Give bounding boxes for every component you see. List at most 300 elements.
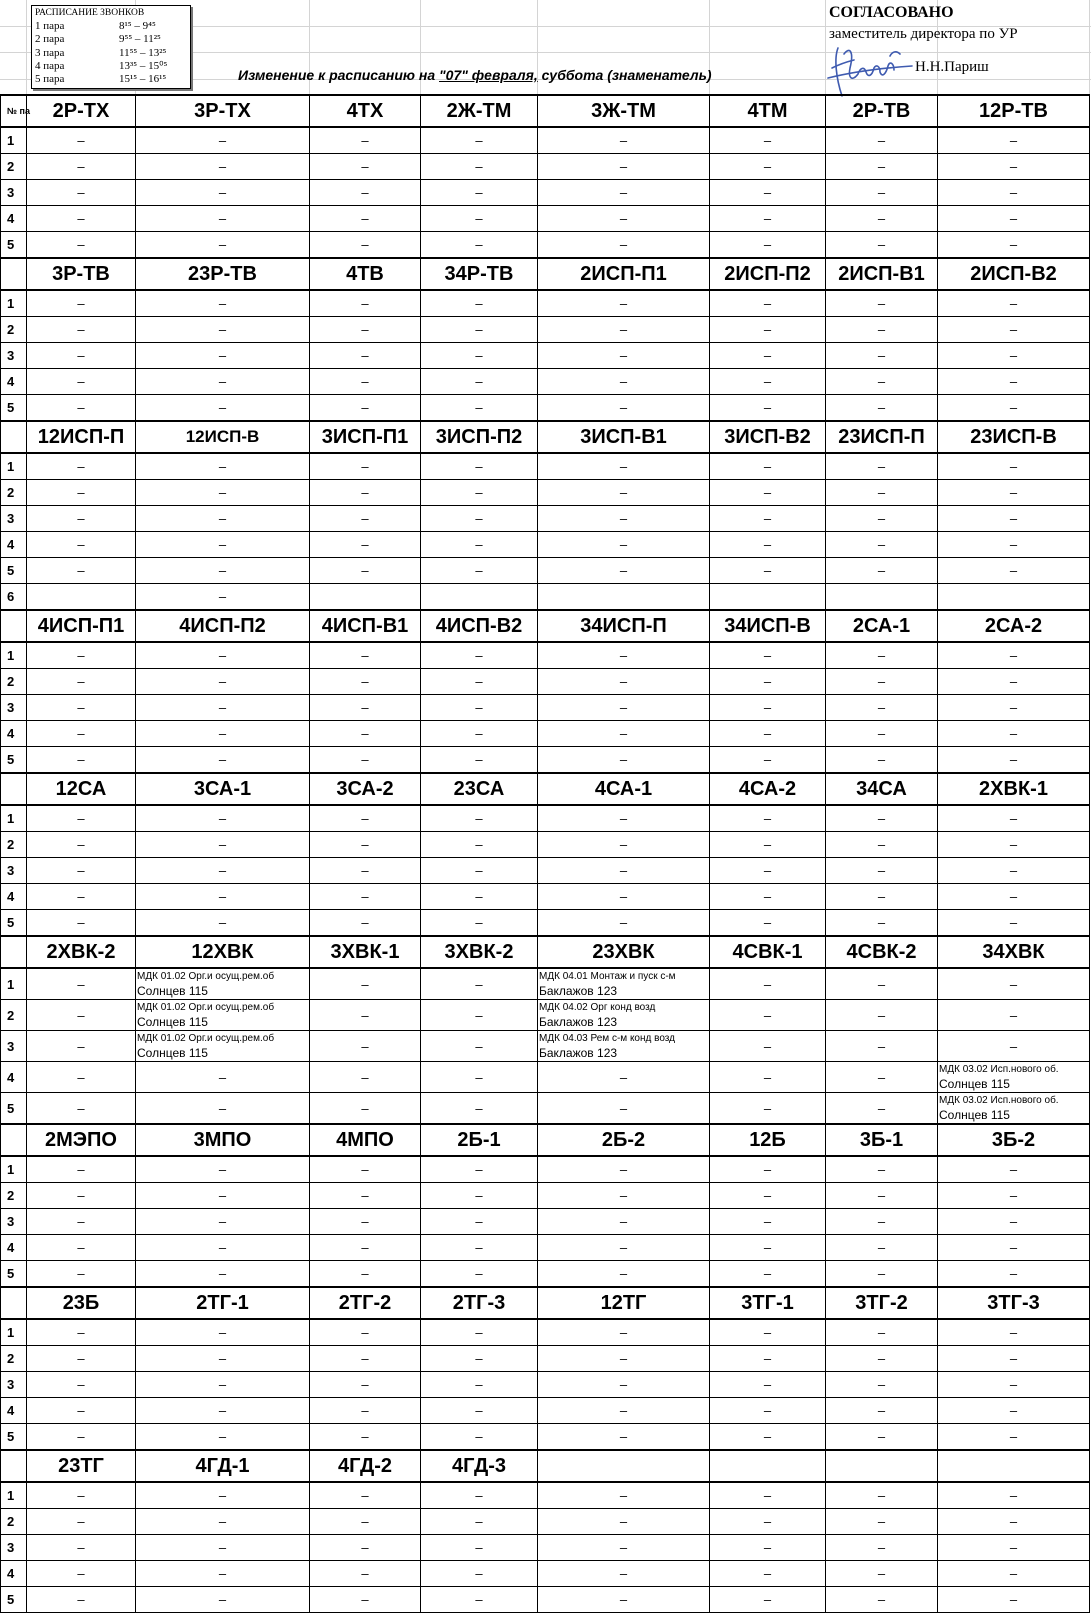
pair-number: 3 — [1, 858, 27, 884]
schedule-cell: – — [826, 180, 938, 206]
table-row — [1, 453, 1090, 480]
bell-pair-label: 1 пара — [35, 20, 65, 33]
table-row — [1, 1156, 1090, 1183]
schedule-cell: – — [938, 669, 1090, 695]
table-row — [1, 642, 1090, 669]
group-name: 4ТВ — [310, 258, 421, 290]
bell-row — [35, 73, 187, 86]
table-row — [1, 232, 1090, 259]
schedule-cell: – — [538, 506, 710, 532]
group-name: 23Р-ТВ — [136, 258, 310, 290]
pair-number: 2 — [1, 154, 27, 180]
schedule-cell: – — [310, 1587, 421, 1613]
schedule-cell: – — [136, 232, 310, 259]
group-name: 3ИСП-П2 — [421, 421, 538, 453]
pair-number: 2 — [1, 317, 27, 343]
schedule-cell: – — [27, 290, 136, 317]
pair-number: 4 — [1, 1561, 27, 1587]
group-name: 23ТГ — [27, 1450, 136, 1482]
schedule-cell: – — [710, 805, 826, 832]
schedule-cell: – — [310, 1209, 421, 1235]
table-row — [1, 154, 1090, 180]
group-name: 2ТГ-1 — [136, 1287, 310, 1319]
schedule-cell: – — [538, 180, 710, 206]
schedule-cell: – — [421, 1031, 538, 1062]
schedule-cell: – — [27, 369, 136, 395]
pair-number: 2 — [1, 1346, 27, 1372]
schedule-cell: – — [538, 721, 710, 747]
schedule-cell: – — [421, 1561, 538, 1587]
schedule-cell: – — [310, 1062, 421, 1093]
schedule-cell: – — [826, 1587, 938, 1613]
group-name: 34ХВК — [938, 936, 1090, 968]
table-row — [1, 1372, 1090, 1398]
schedule-cell: – — [27, 480, 136, 506]
schedule-cell: – — [826, 453, 938, 480]
schedule-cell: – — [826, 506, 938, 532]
schedule-cell: – — [136, 206, 310, 232]
table-row — [1, 1587, 1090, 1613]
schedule-cell: – — [538, 1535, 710, 1561]
pair-number: 1 — [1, 968, 27, 1000]
lesson-teacher-room: Солнцев 115 — [137, 1015, 208, 1029]
schedule-cell: – — [421, 1093, 538, 1125]
schedule-cell: – — [538, 1183, 710, 1209]
schedule-cell: – — [826, 558, 938, 584]
schedule-cell: – — [136, 1561, 310, 1587]
schedule-cell: – — [538, 1235, 710, 1261]
schedule-cell: – — [938, 369, 1090, 395]
table-row — [1, 127, 1090, 154]
schedule-cell: – — [310, 343, 421, 369]
schedule-cell: – — [710, 1319, 826, 1346]
schedule-cell: – — [310, 1093, 421, 1125]
schedule-cell: – — [310, 669, 421, 695]
table-row — [1, 1209, 1090, 1235]
schedule-cell: – — [136, 858, 310, 884]
table-row — [1, 1535, 1090, 1561]
title-suffix: суббота (знаменатель) — [537, 67, 712, 83]
table-row — [1, 1000, 1090, 1031]
table-row — [1, 832, 1090, 858]
group-name: 3ИСП-П1 — [310, 421, 421, 453]
schedule-cell: – — [538, 1209, 710, 1235]
schedule-cell: – — [136, 805, 310, 832]
title-prefix: Изменение к расписанию на — [238, 67, 440, 83]
schedule-cell: – — [27, 558, 136, 584]
schedule-cell: – — [710, 1031, 826, 1062]
schedule-cell: – — [310, 642, 421, 669]
schedule-cell — [826, 584, 938, 611]
schedule-cell: – — [310, 695, 421, 721]
corner-cell — [1, 1124, 27, 1156]
schedule-cell: – — [826, 1235, 938, 1261]
schedule-cell: – — [710, 127, 826, 154]
schedule-cell: – — [310, 832, 421, 858]
schedule-cell: – — [310, 1398, 421, 1424]
schedule-cell: – — [136, 317, 310, 343]
schedule-cell: – — [938, 480, 1090, 506]
group-name: 4ИСП-П1 — [27, 610, 136, 642]
schedule-cell: – — [938, 180, 1090, 206]
schedule-cell: – — [310, 453, 421, 480]
schedule-cell: – — [421, 1319, 538, 1346]
schedule-cell: – — [136, 453, 310, 480]
table-row — [1, 1319, 1090, 1346]
schedule-cell: – — [310, 127, 421, 154]
schedule-cell: – — [826, 1346, 938, 1372]
schedule-cell: – — [27, 1156, 136, 1183]
lesson-subject: МДК 04.03 Рем с-м конд возд — [539, 1033, 675, 1044]
schedule-cell: – — [27, 395, 136, 422]
schedule-cell: – — [710, 1062, 826, 1093]
schedule-cell: – — [710, 669, 826, 695]
schedule-cell: – — [27, 1372, 136, 1398]
table-row — [1, 747, 1090, 774]
schedule-cell: – — [310, 206, 421, 232]
pair-number: 3 — [1, 1209, 27, 1235]
schedule-cell: – — [938, 1346, 1090, 1372]
schedule-cell: – — [538, 642, 710, 669]
group-name: 3Ж-ТМ — [538, 95, 710, 127]
group-name: 4СВК-1 — [710, 936, 826, 968]
pair-number: 5 — [1, 1261, 27, 1288]
schedule-cell: – — [826, 395, 938, 422]
schedule-cell: – — [310, 1000, 421, 1031]
corner-cell — [1, 773, 27, 805]
schedule-cell: – — [538, 232, 710, 259]
group-name: 2ХВК-1 — [938, 773, 1090, 805]
schedule-cell: – — [826, 968, 938, 1000]
schedule-cell: – — [421, 832, 538, 858]
schedule-cell: – — [938, 1372, 1090, 1398]
schedule-cell: – — [538, 1261, 710, 1288]
schedule-cell: – — [938, 343, 1090, 369]
lesson-subject: МДК 01.02 Орг.и осущ.рем.об — [137, 1002, 275, 1013]
schedule-cell: – — [27, 1031, 136, 1062]
group-name: 12ИСП-П — [27, 421, 136, 453]
schedule-cell: – — [826, 1372, 938, 1398]
schedule-cell: – — [710, 1183, 826, 1209]
schedule-cell: – — [27, 884, 136, 910]
schedule-cell: – — [710, 858, 826, 884]
group-name: 23ХВК — [538, 936, 710, 968]
group-name: 3ИСП-В2 — [710, 421, 826, 453]
group-name: 4ГД-3 — [421, 1450, 538, 1482]
schedule-cell: – — [538, 1346, 710, 1372]
group-name — [826, 1450, 938, 1482]
pair-number: 1 — [1, 1319, 27, 1346]
schedule-cell: – — [538, 154, 710, 180]
group-name: 23ИСП-П — [826, 421, 938, 453]
schedule-cell: – — [27, 506, 136, 532]
schedule-cell: – — [710, 154, 826, 180]
group-name: 2СА-2 — [938, 610, 1090, 642]
pair-number: 3 — [1, 695, 27, 721]
schedule-cell: – — [136, 1535, 310, 1561]
schedule-cell: – — [938, 1031, 1090, 1062]
schedule-cell: – — [710, 206, 826, 232]
schedule-cell: – — [310, 506, 421, 532]
schedule-cell: – — [136, 1482, 310, 1509]
schedule-cell: – — [421, 154, 538, 180]
lesson-teacher-room: Солнцев 115 — [939, 1077, 1010, 1091]
schedule-cell: – — [27, 968, 136, 1000]
table-row — [1, 506, 1090, 532]
schedule-cell: – — [710, 910, 826, 937]
table-row — [1, 805, 1090, 832]
schedule-cell: – — [710, 1482, 826, 1509]
schedule-cell: – — [421, 1587, 538, 1613]
approval-title: СОГЛАСОВАНО — [829, 4, 954, 21]
lesson-cell — [136, 1000, 310, 1031]
table-row — [1, 343, 1090, 369]
schedule-cell: – — [538, 1398, 710, 1424]
lesson-subject: МДК 04.01 Монтаж и пуск с-м — [539, 971, 676, 982]
group-name: 2СА-1 — [826, 610, 938, 642]
schedule-cell: – — [538, 1093, 710, 1125]
table-row — [1, 532, 1090, 558]
schedule-cell: – — [938, 506, 1090, 532]
schedule-cell: – — [538, 1561, 710, 1587]
schedule-cell: – — [136, 180, 310, 206]
schedule-cell: – — [136, 127, 310, 154]
group-name: 4СВК-2 — [826, 936, 938, 968]
schedule-cell: – — [710, 832, 826, 858]
group-name: 34СА — [826, 773, 938, 805]
group-name: 2ИСП-П1 — [538, 258, 710, 290]
schedule-cell: – — [938, 558, 1090, 584]
schedule-cell: – — [421, 695, 538, 721]
group-name: 34Р-ТВ — [421, 258, 538, 290]
schedule-cell: – — [421, 721, 538, 747]
pair-number: 5 — [1, 910, 27, 937]
corner-cell: № па — [1, 95, 27, 127]
pair-number: 3 — [1, 180, 27, 206]
schedule-cell: – — [710, 1261, 826, 1288]
schedule-cell: – — [27, 1482, 136, 1509]
schedule-cell: – — [710, 180, 826, 206]
schedule-cell: – — [310, 180, 421, 206]
pair-number: 5 — [1, 747, 27, 774]
bell-time: 15¹⁵ – 16¹⁵ — [119, 73, 167, 86]
lesson-teacher-room: Баклажов 123 — [539, 1015, 618, 1029]
schedule-cell: – — [136, 1398, 310, 1424]
schedule-cell: – — [27, 180, 136, 206]
schedule-cell: – — [27, 805, 136, 832]
schedule-cell: – — [710, 369, 826, 395]
schedule-cell: – — [826, 1509, 938, 1535]
schedule-cell — [310, 584, 421, 611]
schedule-cell: – — [826, 1093, 938, 1125]
pair-number: 4 — [1, 206, 27, 232]
bell-row — [35, 33, 187, 46]
schedule-cell: – — [826, 1183, 938, 1209]
schedule-cell: – — [310, 1509, 421, 1535]
lesson-teacher-room: Солнцев 115 — [939, 1108, 1010, 1122]
schedule-cell: – — [938, 858, 1090, 884]
group-name: 2ТГ-3 — [421, 1287, 538, 1319]
schedule-cell: – — [421, 1535, 538, 1561]
schedule-cell: – — [27, 721, 136, 747]
corner-cell — [1, 1287, 27, 1319]
schedule-cell: – — [421, 369, 538, 395]
pair-number: 5 — [1, 395, 27, 422]
lesson-subject: МДК 04.02 Орг конд возд — [539, 1002, 656, 1013]
group-name — [538, 1450, 710, 1482]
group-name: 4СА-2 — [710, 773, 826, 805]
schedule-cell: – — [421, 1509, 538, 1535]
schedule-cell: – — [136, 1319, 310, 1346]
group-name: 3ТГ-2 — [826, 1287, 938, 1319]
schedule-cell: – — [310, 1424, 421, 1451]
schedule-cell: – — [938, 805, 1090, 832]
schedule-cell: – — [826, 884, 938, 910]
schedule-cell: – — [710, 343, 826, 369]
schedule-cell: – — [826, 721, 938, 747]
group-name: 34ИСП-П — [538, 610, 710, 642]
group-name: 2ТГ-2 — [310, 1287, 421, 1319]
schedule-cell: – — [538, 1482, 710, 1509]
schedule-cell: – — [826, 232, 938, 259]
group-header-row — [1, 773, 1090, 805]
schedule-cell: – — [538, 832, 710, 858]
table-row — [1, 695, 1090, 721]
schedule-cell: – — [826, 206, 938, 232]
schedule-cell: – — [938, 910, 1090, 937]
schedule-cell: – — [826, 1031, 938, 1062]
schedule-cell: – — [310, 1561, 421, 1587]
group-name: 3ТГ-1 — [710, 1287, 826, 1319]
group-header-row — [1, 421, 1090, 453]
pair-number: 5 — [1, 232, 27, 259]
table-row — [1, 721, 1090, 747]
schedule-cell: – — [421, 1398, 538, 1424]
group-name: 2ИСП-В2 — [938, 258, 1090, 290]
pair-number: 4 — [1, 884, 27, 910]
table-row — [1, 1062, 1090, 1093]
lesson-subject: МДК 01.02 Орг.и осущ.рем.об — [137, 971, 275, 982]
group-name: 3ТГ-3 — [938, 1287, 1090, 1319]
schedule-table — [0, 94, 1090, 1613]
group-name: 23СА — [421, 773, 538, 805]
schedule-cell: – — [136, 1346, 310, 1372]
pair-number: 4 — [1, 532, 27, 558]
schedule-cell: – — [826, 1261, 938, 1288]
bell-row — [35, 20, 187, 33]
corner-cell — [1, 258, 27, 290]
schedule-cell: – — [826, 290, 938, 317]
schedule-cell: – — [136, 154, 310, 180]
schedule-cell: – — [27, 1261, 136, 1288]
schedule-cell: – — [710, 1372, 826, 1398]
group-name: 4ГД-1 — [136, 1450, 310, 1482]
schedule-cell: – — [136, 369, 310, 395]
corner-cell — [1, 1450, 27, 1482]
pair-number: 3 — [1, 506, 27, 532]
schedule-cell: – — [710, 558, 826, 584]
pair-number: 1 — [1, 453, 27, 480]
bell-row — [35, 60, 187, 73]
schedule-cell: – — [310, 721, 421, 747]
schedule-cell — [710, 584, 826, 611]
schedule-cell: – — [826, 1482, 938, 1509]
group-name: 4ИСП-В1 — [310, 610, 421, 642]
schedule-cell — [938, 584, 1090, 611]
lesson-cell — [938, 1093, 1090, 1125]
schedule-cell: – — [421, 1062, 538, 1093]
schedule-cell: – — [310, 395, 421, 422]
schedule-cell: – — [826, 1209, 938, 1235]
schedule-cell: – — [310, 1372, 421, 1398]
schedule-cell: – — [538, 669, 710, 695]
group-name: 2Ж-ТМ — [421, 95, 538, 127]
group-name: 3Р-ТХ — [136, 95, 310, 127]
schedule-cell: – — [938, 884, 1090, 910]
schedule-cell: – — [938, 721, 1090, 747]
bell-time: 13³⁵ – 15⁰⁵ — [119, 59, 168, 72]
pair-number: 1 — [1, 290, 27, 317]
schedule-cell: – — [538, 343, 710, 369]
group-header-row — [1, 1450, 1090, 1482]
schedule-cell: – — [136, 721, 310, 747]
group-header-row — [1, 936, 1090, 968]
schedule-cell: – — [27, 747, 136, 774]
schedule-cell: – — [710, 506, 826, 532]
schedule-cell: – — [27, 206, 136, 232]
table-row — [1, 669, 1090, 695]
schedule-cell: – — [27, 1319, 136, 1346]
schedule-cell: – — [826, 369, 938, 395]
schedule-cell: – — [421, 642, 538, 669]
table-row — [1, 1561, 1090, 1587]
group-name: 2Р-ТВ — [826, 95, 938, 127]
group-name: 2ИСП-П2 — [710, 258, 826, 290]
schedule-cell: – — [538, 910, 710, 937]
schedule-cell: – — [27, 1183, 136, 1209]
schedule-cell: – — [938, 1183, 1090, 1209]
schedule-cell: – — [421, 180, 538, 206]
lesson-cell — [938, 1062, 1090, 1093]
schedule-cell: – — [421, 1156, 538, 1183]
pair-number: 2 — [1, 1183, 27, 1209]
schedule-cell: – — [136, 1261, 310, 1288]
approval-name: Н.Н.Париш — [915, 59, 989, 75]
schedule-cell: – — [938, 532, 1090, 558]
schedule-cell: – — [710, 1000, 826, 1031]
schedule-cell: – — [310, 232, 421, 259]
schedule-cell: – — [938, 1261, 1090, 1288]
schedule-cell: – — [538, 127, 710, 154]
schedule-cell: – — [421, 506, 538, 532]
schedule-cell: – — [421, 1209, 538, 1235]
schedule-cell: – — [421, 453, 538, 480]
lesson-cell — [136, 968, 310, 1000]
schedule-cell: – — [538, 1372, 710, 1398]
lesson-cell — [136, 1031, 310, 1062]
title-date: "07" февраля, — [439, 67, 538, 83]
pair-number: 1 — [1, 1156, 27, 1183]
schedule-cell: – — [136, 1424, 310, 1451]
schedule-cell: – — [826, 1561, 938, 1587]
schedule-cell: – — [421, 127, 538, 154]
schedule-cell: – — [310, 1156, 421, 1183]
schedule-cell: – — [421, 747, 538, 774]
pair-number: 2 — [1, 1000, 27, 1031]
pair-number: 5 — [1, 558, 27, 584]
schedule-cell: – — [136, 584, 310, 611]
group-name: 4ИСП-В2 — [421, 610, 538, 642]
